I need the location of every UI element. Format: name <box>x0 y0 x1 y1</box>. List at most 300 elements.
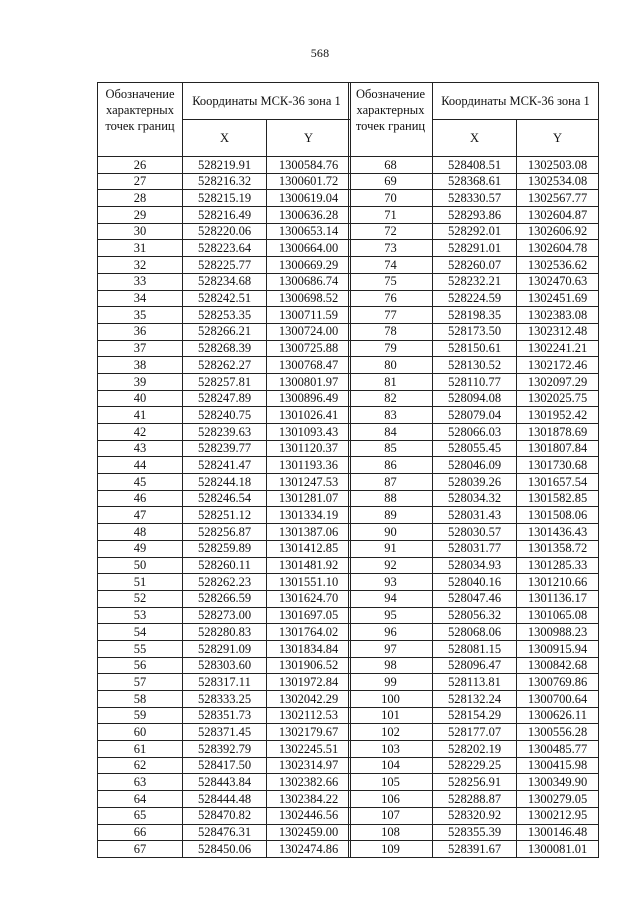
x-coordinate-cell: 528257.81 <box>183 373 267 390</box>
table-row <box>98 474 351 491</box>
x-column-header: X <box>183 120 267 157</box>
point-number-cell: 89 <box>349 507 433 524</box>
table-row <box>98 223 351 240</box>
y-coordinate-cell: 1300485.77 <box>517 741 599 758</box>
y-coordinate-cell: 1301730.68 <box>517 457 599 474</box>
x-coordinate-cell: 528391.67 <box>433 841 517 858</box>
x-coordinate-cell: 528246.54 <box>183 490 267 507</box>
table-row <box>349 791 599 808</box>
table-row <box>349 624 599 641</box>
x-coordinate-cell: 528094.08 <box>433 390 517 407</box>
x-coordinate-cell: 528234.68 <box>183 273 267 290</box>
point-number-cell: 30 <box>98 223 183 240</box>
table-row <box>98 590 351 607</box>
x-coordinate-cell: 528253.35 <box>183 307 267 324</box>
table-row <box>98 157 351 174</box>
table-row <box>98 390 351 407</box>
point-number-cell: 38 <box>98 357 183 374</box>
table-row <box>98 424 351 441</box>
y-coordinate-cell: 1302474.86 <box>267 841 351 858</box>
y-coordinate-cell: 1300801.97 <box>267 373 351 390</box>
table-row <box>98 640 351 657</box>
x-column-header: X <box>433 120 517 157</box>
table-row <box>98 373 351 390</box>
point-number-cell: 27 <box>98 173 183 190</box>
x-coordinate-cell: 528292.01 <box>433 223 517 240</box>
y-coordinate-cell: 1302567.77 <box>517 190 599 207</box>
table-row <box>349 691 599 708</box>
x-coordinate-cell: 528368.61 <box>433 173 517 190</box>
x-coordinate-cell: 528355.39 <box>433 824 517 841</box>
point-number-cell: 109 <box>349 841 433 858</box>
y-coordinate-cell: 1301247.53 <box>267 474 351 491</box>
table-row <box>98 524 351 541</box>
point-number-cell: 66 <box>98 824 183 841</box>
point-number-cell: 42 <box>98 424 183 441</box>
table-row <box>349 674 599 691</box>
point-number-cell: 28 <box>98 190 183 207</box>
x-coordinate-cell: 528229.25 <box>433 757 517 774</box>
x-coordinate-cell: 528476.31 <box>183 824 267 841</box>
table-row <box>349 524 599 541</box>
table-row <box>349 474 599 491</box>
x-coordinate-cell: 528173.50 <box>433 323 517 340</box>
y-column-header: Y <box>267 120 351 157</box>
point-number-cell: 50 <box>98 557 183 574</box>
point-number-cell: 51 <box>98 574 183 591</box>
x-coordinate-cell: 528259.89 <box>183 540 267 557</box>
y-coordinate-cell: 1302604.87 <box>517 207 599 224</box>
x-coordinate-cell: 528320.92 <box>433 807 517 824</box>
point-number-cell: 45 <box>98 474 183 491</box>
point-number-cell: 102 <box>349 724 433 741</box>
table-row <box>349 373 599 390</box>
point-number-cell: 57 <box>98 674 183 691</box>
x-coordinate-cell: 528260.07 <box>433 257 517 274</box>
y-coordinate-cell: 1302451.69 <box>517 290 599 307</box>
table-row <box>349 190 599 207</box>
y-coordinate-cell: 1300081.01 <box>517 841 599 858</box>
point-number-cell: 48 <box>98 524 183 541</box>
point-number-cell: 49 <box>98 540 183 557</box>
y-coordinate-cell: 1302383.08 <box>517 307 599 324</box>
table-row <box>349 741 599 758</box>
x-coordinate-cell: 528244.18 <box>183 474 267 491</box>
y-coordinate-cell: 1300896.49 <box>267 390 351 407</box>
point-number-cell: 82 <box>349 390 433 407</box>
table-row <box>349 640 599 657</box>
y-coordinate-cell: 1301093.43 <box>267 424 351 441</box>
point-number-cell: 43 <box>98 440 183 457</box>
x-coordinate-cell: 528239.77 <box>183 440 267 457</box>
point-number-cell: 108 <box>349 824 433 841</box>
point-number-cell: 77 <box>349 307 433 324</box>
table-row <box>98 691 351 708</box>
x-coordinate-cell: 528273.00 <box>183 607 267 624</box>
y-coordinate-cell: 1300601.72 <box>267 173 351 190</box>
table-row <box>98 741 351 758</box>
point-number-cell: 36 <box>98 323 183 340</box>
point-number-cell: 58 <box>98 691 183 708</box>
point-number-cell: 32 <box>98 257 183 274</box>
table-body-left <box>98 157 351 858</box>
table-row <box>98 624 351 641</box>
y-coordinate-cell: 1302604.78 <box>517 240 599 257</box>
table-row <box>349 457 599 474</box>
point-number-cell: 67 <box>98 841 183 858</box>
point-number-cell: 93 <box>349 574 433 591</box>
x-coordinate-cell: 528034.93 <box>433 557 517 574</box>
y-coordinate-cell: 1300711.59 <box>267 307 351 324</box>
point-number-cell: 94 <box>349 590 433 607</box>
x-coordinate-cell: 528247.89 <box>183 390 267 407</box>
y-coordinate-cell: 1300584.76 <box>267 157 351 174</box>
x-coordinate-cell: 528066.03 <box>433 424 517 441</box>
y-coordinate-cell: 1301065.08 <box>517 607 599 624</box>
x-coordinate-cell: 528408.51 <box>433 157 517 174</box>
x-coordinate-cell: 528256.87 <box>183 524 267 541</box>
y-coordinate-cell: 1301210.66 <box>517 574 599 591</box>
table-row <box>98 657 351 674</box>
x-coordinate-cell: 528291.01 <box>433 240 517 257</box>
point-number-cell: 73 <box>349 240 433 257</box>
coordinates-table-left <box>97 82 351 858</box>
point-number-cell: 69 <box>349 173 433 190</box>
table-row <box>98 240 351 257</box>
y-coordinate-cell: 1302384.22 <box>267 791 351 808</box>
table-row <box>349 407 599 424</box>
x-coordinate-cell: 528444.48 <box>183 791 267 808</box>
table-row <box>98 207 351 224</box>
y-coordinate-cell: 1302241.21 <box>517 340 599 357</box>
point-number-cell: 61 <box>98 741 183 758</box>
y-coordinate-cell: 1301764.02 <box>267 624 351 641</box>
y-coordinate-cell: 1301657.54 <box>517 474 599 491</box>
point-number-cell: 65 <box>98 807 183 824</box>
y-coordinate-cell: 1301334.19 <box>267 507 351 524</box>
point-number-cell: 34 <box>98 290 183 307</box>
table-row <box>349 657 599 674</box>
y-coordinate-cell: 1301508.06 <box>517 507 599 524</box>
x-coordinate-cell: 528202.19 <box>433 741 517 758</box>
y-coordinate-cell: 1302459.00 <box>267 824 351 841</box>
table-row <box>98 574 351 591</box>
y-coordinate-cell: 1300619.04 <box>267 190 351 207</box>
point-number-cell: 72 <box>349 223 433 240</box>
point-number-cell: 33 <box>98 273 183 290</box>
point-number-cell: 78 <box>349 323 433 340</box>
x-coordinate-cell: 528150.61 <box>433 340 517 357</box>
y-coordinate-cell: 1300698.52 <box>267 290 351 307</box>
point-number-cell: 52 <box>98 590 183 607</box>
y-coordinate-cell: 1301193.36 <box>267 457 351 474</box>
point-number-cell: 31 <box>98 240 183 257</box>
point-number-cell: 90 <box>349 524 433 541</box>
point-number-cell: 85 <box>349 440 433 457</box>
point-number-cell: 81 <box>349 373 433 390</box>
table-row <box>349 824 599 841</box>
x-coordinate-cell: 528113.81 <box>433 674 517 691</box>
point-number-cell: 62 <box>98 757 183 774</box>
point-number-cell: 37 <box>98 340 183 357</box>
x-coordinate-cell: 528280.83 <box>183 624 267 641</box>
table-row <box>98 557 351 574</box>
table-row <box>349 240 599 257</box>
point-number-cell: 71 <box>349 207 433 224</box>
point-number-cell: 88 <box>349 490 433 507</box>
y-coordinate-cell: 1300212.95 <box>517 807 599 824</box>
x-coordinate-cell: 528330.57 <box>433 190 517 207</box>
x-coordinate-cell: 528079.04 <box>433 407 517 424</box>
x-coordinate-cell: 528224.59 <box>433 290 517 307</box>
point-number-cell: 39 <box>98 373 183 390</box>
y-coordinate-cell: 1301481.92 <box>267 557 351 574</box>
y-coordinate-cell: 1302536.62 <box>517 257 599 274</box>
point-number-cell: 91 <box>349 540 433 557</box>
y-coordinate-cell: 1301387.06 <box>267 524 351 541</box>
table-row <box>349 307 599 324</box>
x-coordinate-cell: 528198.35 <box>433 307 517 324</box>
y-coordinate-cell: 1300636.28 <box>267 207 351 224</box>
table-row <box>349 757 599 774</box>
point-number-cell: 70 <box>349 190 433 207</box>
y-coordinate-cell: 1300279.05 <box>517 791 599 808</box>
y-coordinate-cell: 1302314.97 <box>267 757 351 774</box>
y-coordinate-cell: 1301026.41 <box>267 407 351 424</box>
point-number-cell: 54 <box>98 624 183 641</box>
y-coordinate-cell: 1302112.53 <box>267 707 351 724</box>
x-coordinate-cell: 528110.77 <box>433 373 517 390</box>
x-coordinate-cell: 528239.63 <box>183 424 267 441</box>
table-row <box>349 173 599 190</box>
table-row <box>98 540 351 557</box>
x-coordinate-cell: 528223.64 <box>183 240 267 257</box>
table-row <box>349 323 599 340</box>
y-coordinate-cell: 1300669.29 <box>267 257 351 274</box>
y-coordinate-cell: 1300556.28 <box>517 724 599 741</box>
table-row <box>98 190 351 207</box>
table-row <box>98 407 351 424</box>
y-coordinate-cell: 1300146.48 <box>517 824 599 841</box>
x-coordinate-cell: 528031.43 <box>433 507 517 524</box>
point-number-cell: 105 <box>349 774 433 791</box>
y-coordinate-cell: 1301285.33 <box>517 557 599 574</box>
x-coordinate-cell: 528260.11 <box>183 557 267 574</box>
y-coordinate-cell: 1300725.88 <box>267 340 351 357</box>
x-coordinate-cell: 528031.77 <box>433 540 517 557</box>
table-row <box>349 357 599 374</box>
table-row <box>349 223 599 240</box>
x-coordinate-cell: 528068.06 <box>433 624 517 641</box>
y-coordinate-cell: 1300915.94 <box>517 640 599 657</box>
y-column-header: Y <box>517 120 599 157</box>
x-coordinate-cell: 528262.23 <box>183 574 267 591</box>
y-coordinate-cell: 1302382.66 <box>267 774 351 791</box>
x-coordinate-cell: 528154.29 <box>433 707 517 724</box>
table-row <box>98 323 351 340</box>
designation-header: Обозначение характерных точек границ <box>349 83 433 157</box>
x-coordinate-cell: 528266.59 <box>183 590 267 607</box>
y-coordinate-cell: 1301906.52 <box>267 657 351 674</box>
point-number-cell: 76 <box>349 290 433 307</box>
x-coordinate-cell: 528288.87 <box>433 791 517 808</box>
x-coordinate-cell: 528039.26 <box>433 474 517 491</box>
y-coordinate-cell: 1302179.67 <box>267 724 351 741</box>
y-coordinate-cell: 1301436.43 <box>517 524 599 541</box>
x-coordinate-cell: 528056.32 <box>433 607 517 624</box>
x-coordinate-cell: 528351.73 <box>183 707 267 724</box>
x-coordinate-cell: 528371.45 <box>183 724 267 741</box>
y-coordinate-cell: 1300664.00 <box>267 240 351 257</box>
y-coordinate-cell: 1301697.05 <box>267 607 351 624</box>
y-coordinate-cell: 1301834.84 <box>267 640 351 657</box>
x-coordinate-cell: 528047.46 <box>433 590 517 607</box>
y-coordinate-cell: 1301878.69 <box>517 424 599 441</box>
point-number-cell: 74 <box>349 257 433 274</box>
y-coordinate-cell: 1301120.37 <box>267 440 351 457</box>
point-number-cell: 55 <box>98 640 183 657</box>
table-row <box>349 424 599 441</box>
point-number-cell: 96 <box>349 624 433 641</box>
point-number-cell: 79 <box>349 340 433 357</box>
x-coordinate-cell: 528055.45 <box>433 440 517 457</box>
y-coordinate-cell: 1300768.47 <box>267 357 351 374</box>
y-coordinate-cell: 1300700.64 <box>517 691 599 708</box>
table-row <box>349 607 599 624</box>
table-row <box>349 440 599 457</box>
table-row <box>349 340 599 357</box>
table-row <box>98 724 351 741</box>
x-coordinate-cell: 528450.06 <box>183 841 267 858</box>
y-coordinate-cell: 1301412.85 <box>267 540 351 557</box>
point-number-cell: 87 <box>349 474 433 491</box>
point-number-cell: 41 <box>98 407 183 424</box>
y-coordinate-cell: 1301624.70 <box>267 590 351 607</box>
table-row <box>98 340 351 357</box>
coordinates-table-right <box>348 82 599 858</box>
table-row <box>349 807 599 824</box>
table-row <box>349 157 599 174</box>
x-coordinate-cell: 528219.91 <box>183 157 267 174</box>
y-coordinate-cell: 1301551.10 <box>267 574 351 591</box>
point-number-cell: 106 <box>349 791 433 808</box>
point-number-cell: 92 <box>349 557 433 574</box>
y-coordinate-cell: 1300769.86 <box>517 674 599 691</box>
x-coordinate-cell: 528262.27 <box>183 357 267 374</box>
table-row <box>349 590 599 607</box>
x-coordinate-cell: 528034.32 <box>433 490 517 507</box>
table-row <box>98 774 351 791</box>
table-row <box>349 574 599 591</box>
table-row <box>98 841 351 858</box>
x-coordinate-cell: 528291.09 <box>183 640 267 657</box>
table-row <box>98 490 351 507</box>
y-coordinate-cell: 1300626.11 <box>517 707 599 724</box>
table-row <box>349 490 599 507</box>
x-coordinate-cell: 528251.12 <box>183 507 267 524</box>
y-coordinate-cell: 1302042.29 <box>267 691 351 708</box>
page-number: 568 <box>310 46 330 60</box>
table-row <box>98 507 351 524</box>
point-number-cell: 26 <box>98 157 183 174</box>
table-row <box>98 357 351 374</box>
x-coordinate-cell: 528256.91 <box>433 774 517 791</box>
y-coordinate-cell: 1300686.74 <box>267 273 351 290</box>
x-coordinate-cell: 528225.77 <box>183 257 267 274</box>
point-number-cell: 29 <box>98 207 183 224</box>
y-coordinate-cell: 1302172.46 <box>517 357 599 374</box>
point-number-cell: 107 <box>349 807 433 824</box>
x-coordinate-cell: 528293.86 <box>433 207 517 224</box>
point-number-cell: 104 <box>349 757 433 774</box>
y-coordinate-cell: 1301358.72 <box>517 540 599 557</box>
point-number-cell: 44 <box>98 457 183 474</box>
y-coordinate-cell: 1302470.63 <box>517 273 599 290</box>
y-coordinate-cell: 1301136.17 <box>517 590 599 607</box>
y-coordinate-cell: 1302534.08 <box>517 173 599 190</box>
table-row <box>349 724 599 741</box>
table-row <box>98 607 351 624</box>
y-coordinate-cell: 1300724.00 <box>267 323 351 340</box>
table-row <box>349 390 599 407</box>
x-coordinate-cell: 528303.60 <box>183 657 267 674</box>
point-number-cell: 64 <box>98 791 183 808</box>
table-row <box>98 257 351 274</box>
point-number-cell: 103 <box>349 741 433 758</box>
y-coordinate-cell: 1301972.84 <box>267 674 351 691</box>
point-number-cell: 98 <box>349 657 433 674</box>
x-coordinate-cell: 528216.49 <box>183 207 267 224</box>
point-number-cell: 95 <box>349 607 433 624</box>
point-number-cell: 83 <box>349 407 433 424</box>
coord-system-header: Координаты МСК-36 зона 1 <box>183 83 351 120</box>
point-number-cell: 59 <box>98 707 183 724</box>
point-number-cell: 86 <box>349 457 433 474</box>
point-number-cell: 53 <box>98 607 183 624</box>
table-row <box>349 207 599 224</box>
point-number-cell: 60 <box>98 724 183 741</box>
y-coordinate-cell: 1300988.23 <box>517 624 599 641</box>
point-number-cell: 35 <box>98 307 183 324</box>
x-coordinate-cell: 528215.19 <box>183 190 267 207</box>
table-row <box>98 173 351 190</box>
point-number-cell: 84 <box>349 424 433 441</box>
point-number-cell: 47 <box>98 507 183 524</box>
point-number-cell: 99 <box>349 674 433 691</box>
x-coordinate-cell: 528242.51 <box>183 290 267 307</box>
table-row <box>349 540 599 557</box>
point-number-cell: 75 <box>349 273 433 290</box>
point-number-cell: 63 <box>98 774 183 791</box>
x-coordinate-cell: 528232.21 <box>433 273 517 290</box>
y-coordinate-cell: 1300842.68 <box>517 657 599 674</box>
coord-system-header: Координаты МСК-36 зона 1 <box>433 83 599 120</box>
y-coordinate-cell: 1301582.85 <box>517 490 599 507</box>
x-coordinate-cell: 528392.79 <box>183 741 267 758</box>
table-row <box>349 273 599 290</box>
x-coordinate-cell: 528417.50 <box>183 757 267 774</box>
point-number-cell: 100 <box>349 691 433 708</box>
table-row <box>98 707 351 724</box>
table-row <box>98 307 351 324</box>
table-body-right <box>349 157 599 858</box>
x-coordinate-cell: 528266.21 <box>183 323 267 340</box>
x-coordinate-cell: 528317.11 <box>183 674 267 691</box>
table-row <box>349 257 599 274</box>
table-row <box>349 507 599 524</box>
y-coordinate-cell: 1302312.48 <box>517 323 599 340</box>
x-coordinate-cell: 528040.16 <box>433 574 517 591</box>
